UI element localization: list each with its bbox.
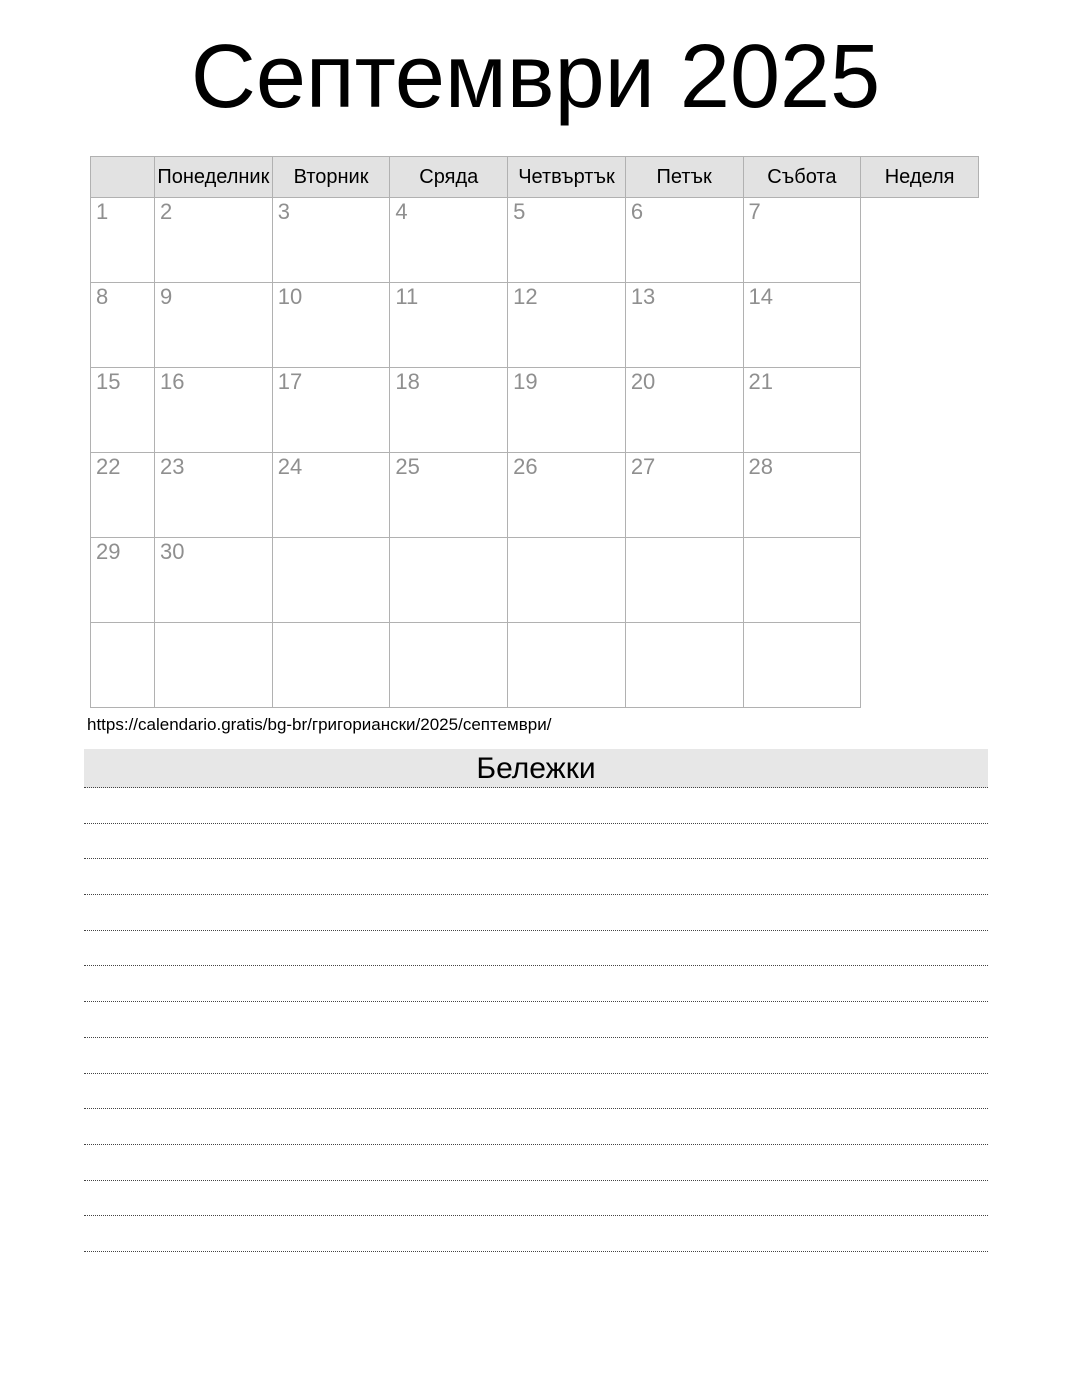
calendar-day-cell bbox=[91, 368, 155, 453]
calendar-day-cell bbox=[508, 368, 626, 453]
calendar-day-cell bbox=[390, 453, 508, 538]
calendar-day-cell bbox=[743, 453, 861, 538]
day-number: 24 bbox=[277, 454, 303, 479]
calendar-day-cell bbox=[625, 368, 743, 453]
day-number: 4 bbox=[395, 199, 408, 224]
calendar-day-cell bbox=[155, 623, 273, 708]
day-number: 20 bbox=[630, 369, 656, 394]
day-number: 11 bbox=[395, 284, 419, 309]
calendar-day-cell bbox=[155, 453, 273, 538]
day-number: 17 bbox=[277, 369, 303, 394]
calendar-table bbox=[90, 156, 979, 708]
calendar-day-cell bbox=[508, 453, 626, 538]
note-line bbox=[84, 859, 988, 895]
note-line bbox=[84, 1181, 988, 1217]
calendar-day-cell bbox=[272, 198, 390, 283]
notes-section bbox=[84, 749, 988, 1252]
calendar-day-cell bbox=[390, 623, 508, 708]
day-number: 30 bbox=[160, 539, 185, 564]
notes-header: Бележки bbox=[84, 749, 988, 788]
calendar-day-cell bbox=[743, 198, 861, 283]
note-line bbox=[84, 1145, 988, 1181]
calendar-day-cell bbox=[508, 198, 626, 283]
day-number: 3 bbox=[277, 199, 290, 224]
note-line bbox=[84, 1074, 988, 1110]
day-number: 21 bbox=[748, 369, 773, 394]
day-number: 16 bbox=[160, 369, 185, 394]
weekday-header: Понеделник bbox=[155, 157, 273, 198]
calendar-day-cell bbox=[743, 538, 861, 623]
calendar-day-cell bbox=[91, 283, 155, 368]
note-line bbox=[84, 895, 988, 931]
calendar-day-cell bbox=[390, 538, 508, 623]
calendar-day-cell bbox=[390, 368, 508, 453]
calendar-day-cell bbox=[625, 623, 743, 708]
note-line bbox=[84, 931, 988, 967]
day-number: 12 bbox=[513, 284, 538, 309]
day-number: 2 bbox=[160, 199, 173, 224]
note-line bbox=[84, 788, 988, 824]
day-number: 29 bbox=[96, 539, 121, 564]
calendar-week-row bbox=[91, 538, 979, 623]
calendar-day-cell bbox=[390, 198, 508, 283]
calendar-day-cell bbox=[91, 538, 155, 623]
calendar-day-cell bbox=[743, 283, 861, 368]
day-number: 25 bbox=[395, 454, 420, 479]
day-number: 5 bbox=[513, 199, 526, 224]
calendar-day-cell bbox=[272, 368, 390, 453]
week-gutter-column bbox=[91, 157, 155, 198]
note-line bbox=[84, 1038, 988, 1074]
day-number: 19 bbox=[513, 369, 538, 394]
calendar-day-cell bbox=[625, 283, 743, 368]
calendar-week-row bbox=[91, 368, 979, 453]
calendar-day-cell bbox=[155, 368, 273, 453]
calendar-day-cell bbox=[272, 453, 390, 538]
calendar-week-row bbox=[91, 283, 979, 368]
day-number: 8 bbox=[96, 284, 109, 309]
calendar-day-cell bbox=[625, 538, 743, 623]
calendar-day-cell bbox=[272, 283, 390, 368]
weekday-header: Неделя bbox=[861, 157, 979, 198]
calendar-day-cell bbox=[155, 538, 273, 623]
day-number: 7 bbox=[748, 199, 761, 224]
calendar-day-cell bbox=[390, 283, 508, 368]
calendar-week-row bbox=[91, 198, 979, 283]
page-title: Септември 2025 bbox=[190, 27, 881, 127]
day-number: 26 bbox=[513, 454, 538, 479]
day-number: 18 bbox=[395, 369, 420, 394]
day-number: 10 bbox=[277, 284, 303, 309]
calendar-day-cell bbox=[272, 623, 390, 708]
calendar-day-cell bbox=[91, 198, 155, 283]
calendar-day-cell bbox=[625, 453, 743, 538]
weekday-header: Събота bbox=[743, 157, 861, 198]
note-line bbox=[84, 966, 988, 1002]
calendar-day-cell bbox=[272, 538, 390, 623]
weekday-header: Сряда bbox=[390, 157, 508, 198]
calendar-day-cell bbox=[743, 623, 861, 708]
calendar-body bbox=[91, 198, 979, 708]
source-url: https://calendario.gratis/bg-br/григориански/2025/септември/ bbox=[87, 715, 552, 734]
calendar-day-cell bbox=[155, 283, 273, 368]
calendar-day-cell bbox=[508, 538, 626, 623]
calendar-day-cell bbox=[625, 198, 743, 283]
calendar-day-cell bbox=[508, 623, 626, 708]
day-number: 1 bbox=[96, 199, 109, 224]
day-number: 27 bbox=[630, 454, 656, 479]
notes-lines bbox=[84, 788, 988, 1252]
calendar-week-row bbox=[91, 623, 979, 708]
weekday-header: Вторник bbox=[272, 157, 390, 198]
calendar-day-cell bbox=[91, 623, 155, 708]
calendar-week-row bbox=[91, 453, 979, 538]
day-number: 15 bbox=[96, 369, 121, 394]
day-number: 9 bbox=[160, 284, 173, 309]
day-number: 6 bbox=[630, 199, 644, 224]
note-line bbox=[84, 1109, 988, 1145]
day-number: 14 bbox=[748, 284, 773, 309]
calendar-day-cell bbox=[743, 368, 861, 453]
note-line bbox=[84, 1216, 988, 1252]
note-line bbox=[84, 1002, 988, 1038]
calendar-day-cell bbox=[508, 283, 626, 368]
calendar-day-cell bbox=[91, 453, 155, 538]
day-number: 28 bbox=[748, 454, 773, 479]
weekday-header-row bbox=[91, 157, 979, 198]
calendar-day-cell bbox=[155, 198, 273, 283]
note-line bbox=[84, 824, 988, 860]
day-number: 23 bbox=[160, 454, 185, 479]
day-number: 13 bbox=[630, 284, 656, 309]
weekday-header: Петък bbox=[625, 157, 743, 198]
weekday-header: Четвъртък bbox=[508, 157, 626, 198]
day-number: 22 bbox=[96, 454, 121, 479]
